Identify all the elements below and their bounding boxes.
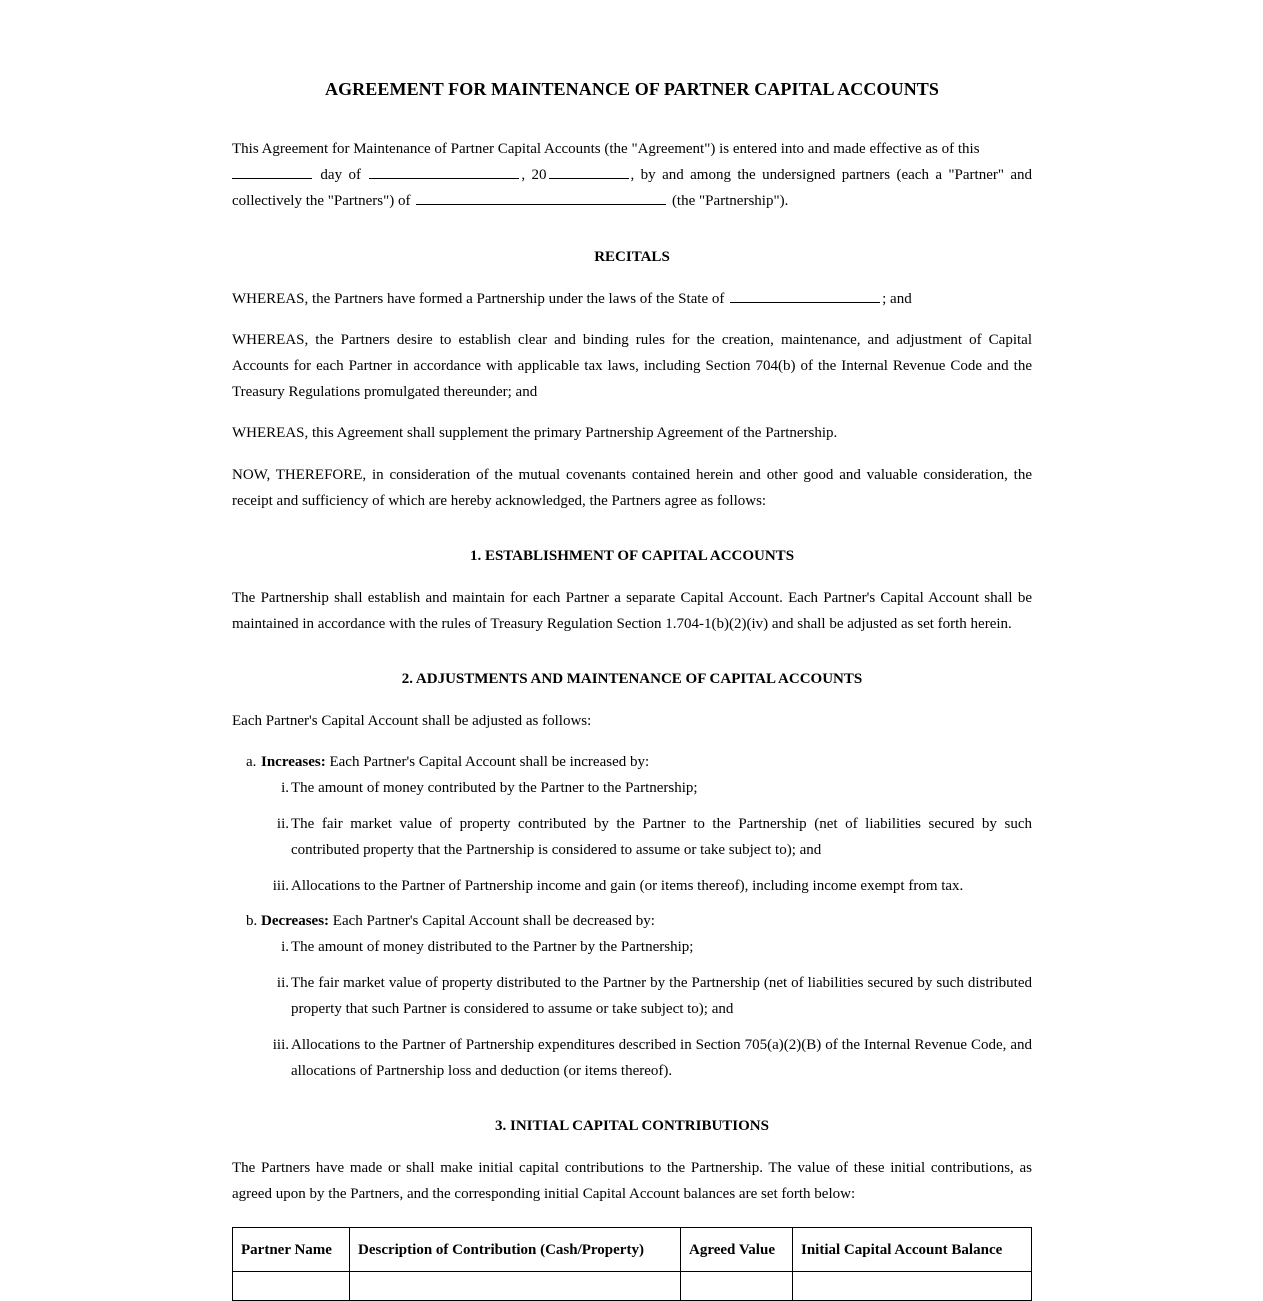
list-item-text: The amount of money distributed to the Partner by the Partnership;	[291, 939, 694, 955]
col-description: Description of Contribution (Cash/Property)	[350, 1228, 681, 1272]
now-therefore: NOW, THEREFORE, in consideration of the mutual covenants contained herein and other good and valuable consideration, the receipt and sufficiency of which are hereby acknowledged, the Partners agree as follows:	[232, 467, 1032, 509]
list-item-increases	[232, 749, 1032, 899]
partnership-name-blank[interactable]	[416, 190, 666, 205]
list-marker: ii.	[276, 975, 289, 991]
intro-day-of: day of	[320, 167, 361, 183]
list-marker: i.	[281, 939, 289, 955]
section-3-heading: 3. INITIAL CAPITAL CONTRIBUTIONS	[495, 1118, 769, 1134]
intro-comma-20: , 20	[521, 167, 547, 183]
section-1-heading: 1. ESTABLISHMENT OF CAPITAL ACCOUNTS	[469, 548, 795, 564]
increases-text: Each Partner's Capital Account shall be increased by:	[325, 754, 650, 770]
document-page	[232, 0, 1032, 1301]
list-marker: iii.	[272, 1037, 289, 1053]
table-cell[interactable]	[233, 1272, 350, 1301]
contributions-table	[232, 1227, 1032, 1301]
list-item	[232, 775, 1032, 801]
col-partner-name: Partner Name	[233, 1228, 350, 1272]
whereas-1-tail: ; and	[882, 291, 912, 307]
list-marker: b.	[246, 913, 258, 929]
section-2-heading: 2. ADJUSTMENTS AND MAINTENANCE OF CAPITAL ACCOUNTS	[401, 671, 863, 687]
section-1-body: The Partnership shall establish and maintain for each Partner a separate Capital Account. Each Partner's Capital Account shall be maintained in accordance with the rules of Treasury Regulation Section 1.704-1(b)(2)(iv) and shall be adjusted as set forth herein.	[232, 590, 1032, 632]
state-blank[interactable]	[730, 288, 880, 303]
year-blank[interactable]	[549, 164, 629, 179]
table-header-row	[233, 1228, 1032, 1272]
decreases-text: Each Partner's Capital Account shall be decreased by:	[329, 913, 655, 929]
list-item-decreases	[232, 908, 1032, 1084]
section-2-intro: Each Partner's Capital Account shall be adjusted as follows:	[232, 713, 592, 729]
recitals-heading: RECITALS	[594, 249, 670, 265]
intro-by-among: , by and among the undersigned partners (each a "Partner" and collectively the "Partners") of	[232, 167, 1033, 209]
increases-sublist	[232, 775, 1032, 899]
whereas-1-text: WHEREAS, the Partners have formed a Partnership under the laws of the State of	[232, 291, 725, 307]
list-item-text: The fair market value of property contributed by the Partner to the Partnership (net of liabilities secured by such contributed property that the Partnership is considered to assume or take subject to); and	[291, 816, 1032, 858]
list-item	[232, 873, 1032, 899]
increases-label: Increases:	[261, 754, 326, 770]
document-title: AGREEMENT FOR MAINTENANCE OF PARTNER CAPITAL ACCOUNTS	[324, 79, 940, 99]
whereas-2: WHEREAS, the Partners desire to establish clear and binding rules for the creation, maintenance, and adjustment of Capital Accounts for each Partner in accordance with applicable tax laws, including Section 704(b) of the Internal Revenue Code and the Treasury Regulations promulgated thereunder; and	[232, 332, 1032, 400]
intro-the-partnership: (the "Partnership").	[671, 193, 789, 209]
list-marker: i.	[281, 780, 289, 796]
list-marker: ii.	[276, 816, 289, 832]
decreases-sublist	[232, 934, 1032, 1084]
list-item	[232, 811, 1032, 863]
list-item-text: The amount of money contributed by the Partner to the Partnership;	[291, 780, 698, 796]
col-agreed-value: Agreed Value	[681, 1228, 793, 1272]
list-marker: iii.	[272, 878, 289, 894]
day-blank[interactable]	[232, 164, 312, 179]
list-item-text: Allocations to the Partner of Partnership expenditures described in Section 705(a)(2)(B) of the Internal Revenue Code, and allocations of Partnership loss and deduction (or items thereof).	[291, 1037, 1032, 1079]
intro-paragraph	[232, 136, 1032, 214]
adjustments-list	[232, 749, 1032, 1084]
whereas-1	[232, 286, 1032, 312]
list-item-text: Allocations to the Partner of Partnership income and gain (or items thereof), including income exempt from tax.	[291, 878, 964, 894]
table-cell[interactable]	[793, 1272, 1032, 1301]
intro-text-1: This Agreement for Maintenance of Partner Capital Accounts (the "Agreement") is entered into and made effective as of this	[232, 141, 980, 157]
month-blank[interactable]	[369, 164, 519, 179]
section-3-body: The Partners have made or shall make initial capital contributions to the Partnership. The value of these initial contributions, as agreed upon by the Partners, and the corresponding initial Capital Account balances are set forth below:	[232, 1160, 1032, 1202]
list-item	[232, 970, 1032, 1022]
list-item-text: The fair market value of property distributed to the Partner by the Partnership (net of liabilities secured by such distributed property that such Partner is considered to assume or take subject to); and	[291, 975, 1032, 1017]
table-cell[interactable]	[350, 1272, 681, 1301]
list-marker: a.	[246, 754, 257, 770]
whereas-3: WHEREAS, this Agreement shall supplement the primary Partnership Agreement of the Partnership.	[232, 425, 838, 441]
decreases-label: Decreases:	[261, 913, 330, 929]
table-cell[interactable]	[681, 1272, 793, 1301]
list-item	[232, 1032, 1032, 1084]
list-item	[232, 934, 1032, 960]
table-row	[233, 1272, 1032, 1301]
col-initial-balance: Initial Capital Account Balance	[793, 1228, 1032, 1272]
